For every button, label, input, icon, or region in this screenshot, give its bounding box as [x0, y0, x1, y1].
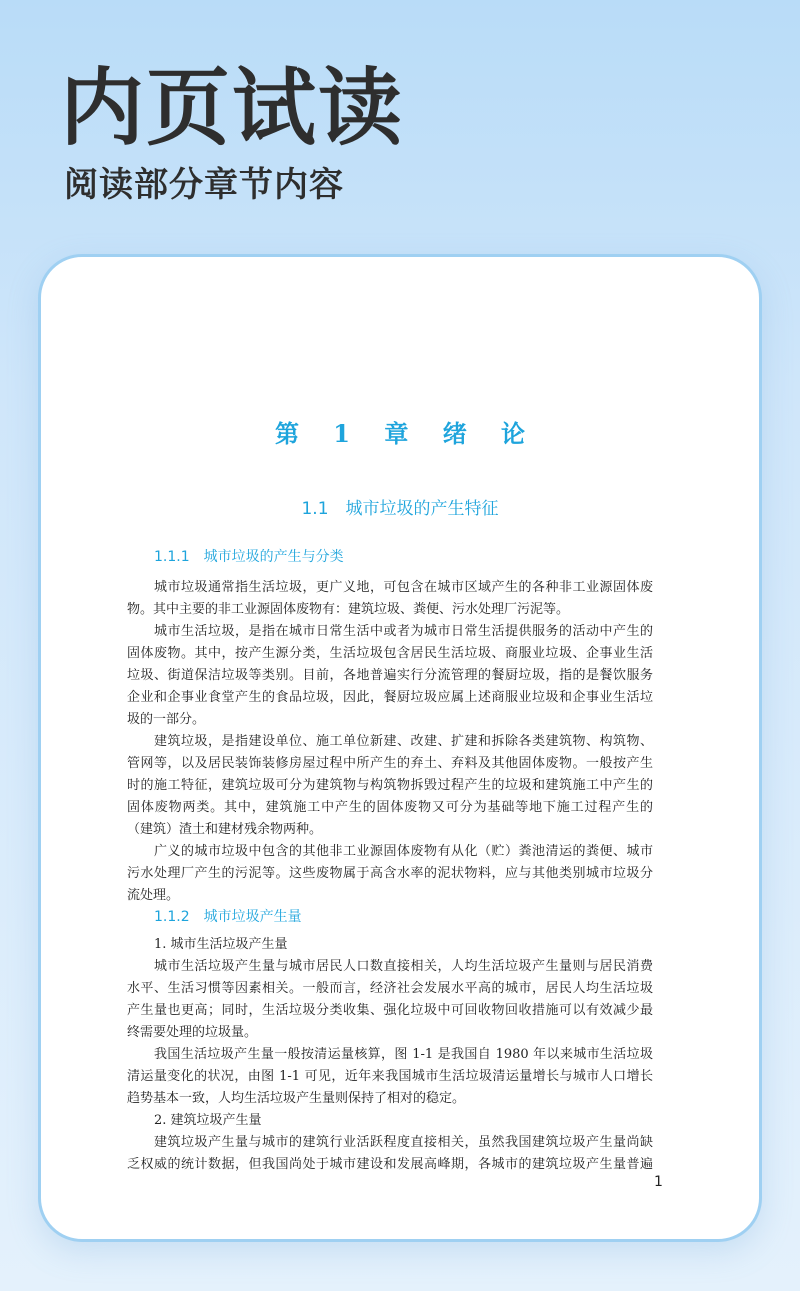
paragraph [127, 731, 653, 841]
text-line: 产生量也更高；同时，生活垃圾分类收集、强化垃圾中可回收物回收措施可以有效减少最 [127, 1003, 653, 1018]
text-line: 污水处理厂产生的污泥等。这些废物属于高含水率的泥状物料，应与其他类别城市垃圾分 [127, 866, 653, 881]
section-title: 1.1 城市垃圾的产生特征 [301, 499, 499, 519]
text-line: 我国生活垃圾产生量一般按清运量核算，图 1-1 是我国自 1980 年以来城市生活垃圾 [154, 1047, 653, 1062]
text-line: 趋势基本一致，人均生活垃圾产生量则保持了相对的稳定。 [127, 1091, 466, 1106]
text-line: 固体废物。其中，按产生源分类，生活垃圾包含居民生活垃圾、商服业垃圾、企事业生活 [127, 646, 653, 661]
text-line: （建筑）渣土和建材残余物两种。 [127, 822, 323, 837]
list-item-heading: 2. 建筑垃圾产生量 [154, 1113, 262, 1128]
text-line: 城市生活垃圾产生量与城市居民人口数直接相关，人均生活垃圾产生量则与居民消费 [154, 959, 653, 974]
paragraph [127, 1132, 653, 1176]
text-line: 时的施工特征，建筑垃圾可分为建筑物与构筑物拆毁过程产生的垃圾和建筑施工中产生的 [127, 778, 653, 793]
text-line: 城市生活垃圾，是指在城市日常生活中或者为城市日常生活提供服务的活动中产生的 [154, 624, 653, 639]
chapter-title: 第 1 章 绪 论 [274, 419, 526, 448]
text-line: 广义的城市垃圾中包含的其他非工业源固体废物有从化（贮）粪池清运的粪便、城市 [154, 844, 653, 859]
subsection-body-1-1-1 [127, 577, 653, 907]
text-line: 建筑垃圾，是指建设单位、施工单位新建、改建、扩建和拆除各类建筑物、构筑物、 [154, 734, 653, 749]
paragraph [127, 841, 653, 907]
text-line: 清运量变化的状况，由图 1-1 可见，近年来我国城市生活垃圾清运量增长与城市人口增长 [127, 1069, 653, 1084]
text-line: 物。其中主要的非工业源固体废物有：建筑垃圾、粪便、污水处理厂污泥等。 [127, 602, 570, 617]
paragraph [127, 1044, 653, 1110]
paragraph [127, 621, 653, 731]
text-line: 终需要处理的垃圾量。 [127, 1025, 258, 1040]
text-line: 城市垃圾通常指生活垃圾，更广义地，可包含在城市区域产生的各种非工业源固体废 [154, 580, 653, 595]
page-subtitle: 阅读部分章节内容 [64, 165, 344, 205]
text-line: 固体废物两类。其中，建筑施工中产生的固体废物又可分为基础等地下施工过程产生的 [127, 800, 653, 815]
page-title: 内页试读 [60, 59, 405, 157]
text-line: 管网等，以及居民装饰装修房屋过程中所产生的弃土、弃料及其他固体废物。一般按产生 [127, 756, 653, 771]
subsection-heading-1-1-1: 1.1.1 城市垃圾的产生与分类 [154, 549, 344, 565]
text-line: 企业和企事业食堂产生的食品垃圾，因此，餐厨垃圾应属上述商服业垃圾和企事业生活垃 [127, 690, 653, 705]
subsection-body-1-1-2 [127, 934, 653, 1176]
paragraph [127, 577, 653, 621]
text-line: 流处理。 [127, 888, 180, 903]
paragraph [127, 956, 653, 1044]
text-line: 水平、生活习惯等因素相关。一般而言，经济社会发展水平高的城市，居民人均生活垃圾 [127, 981, 653, 996]
text-line: 圾的一部分。 [127, 712, 206, 727]
page-number: 1 [654, 1174, 663, 1190]
text-line: 乏权威的统计数据，但我国尚处于城市建设和发展高峰期，各城市的建筑垃圾产生量普遍 [127, 1157, 653, 1172]
text-line: 建筑垃圾产生量与城市的建筑行业活跃程度直接相关，虽然我国建筑垃圾产生量尚缺 [154, 1135, 653, 1150]
text-line: 垃圾、街道保洁垃圾等类别。目前，各地普遍实行分流管理的餐厨垃圾，指的是餐饮服务 [127, 668, 653, 683]
subsection-heading-1-1-2: 1.1.2 城市垃圾产生量 [154, 909, 302, 925]
list-item-heading: 1. 城市生活垃圾产生量 [154, 937, 288, 952]
